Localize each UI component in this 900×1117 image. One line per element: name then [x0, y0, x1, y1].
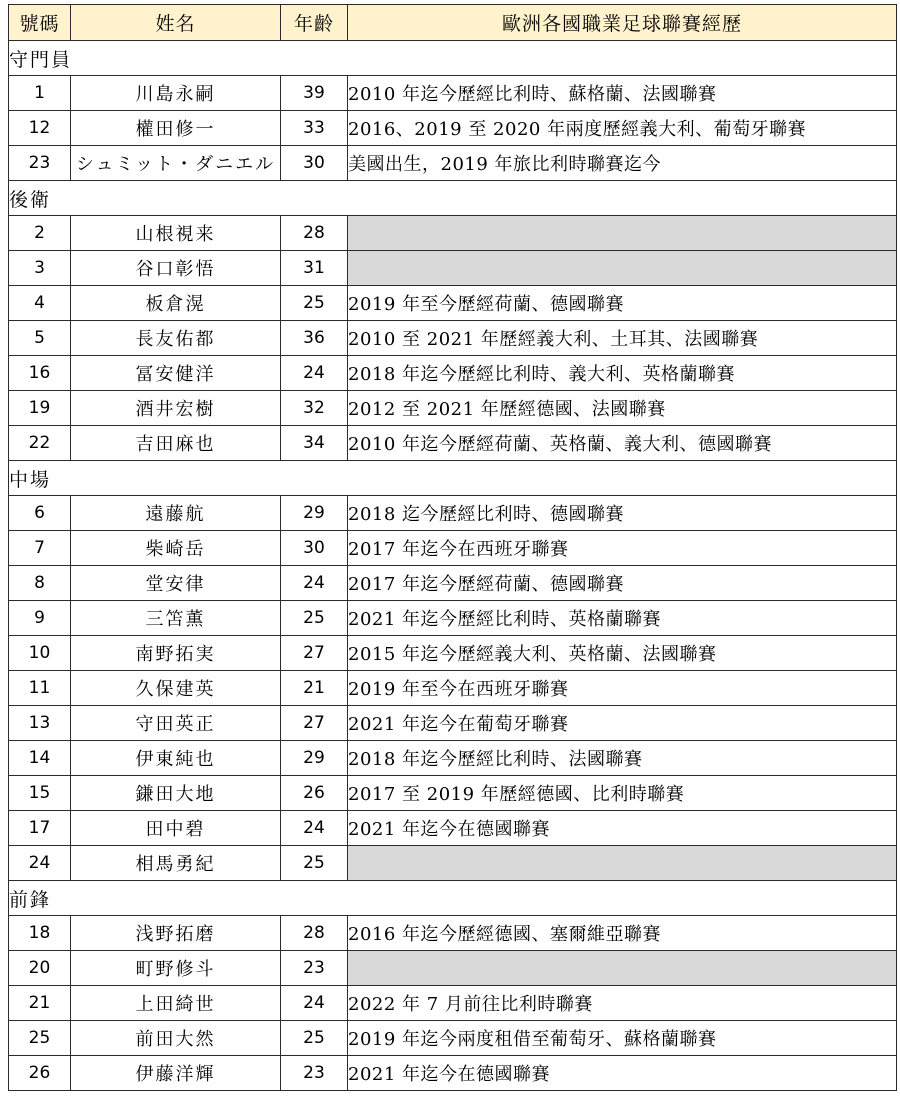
player-row — [9, 321, 897, 356]
player-number: 10 — [9, 636, 71, 671]
header-age: 年齡 — [281, 5, 348, 41]
section-row — [9, 461, 897, 496]
player-history: 2017 年迄今歷經荷蘭、德國聯賽 — [348, 566, 897, 601]
player-name: 守田英正 — [71, 706, 281, 741]
player-row — [9, 76, 897, 111]
player-row — [9, 251, 897, 286]
player-number: 8 — [9, 566, 71, 601]
player-history: 2010 年迄今歷經荷蘭、英格蘭、義大利、德國聯賽 — [348, 426, 897, 461]
player-name: 川島永嗣 — [71, 76, 281, 111]
player-age: 36 — [281, 321, 348, 356]
player-age: 23 — [281, 951, 348, 986]
player-number: 18 — [9, 916, 71, 951]
player-age: 29 — [281, 496, 348, 531]
player-number: 9 — [9, 601, 71, 636]
player-name: 前田大然 — [71, 1021, 281, 1056]
player-row — [9, 846, 897, 881]
player-row — [9, 916, 897, 951]
player-row — [9, 741, 897, 776]
player-number: 2 — [9, 216, 71, 251]
player-history: 2018 迄今歷經比利時、德國聯賽 — [348, 496, 897, 531]
player-age: 21 — [281, 671, 348, 706]
player-number: 1 — [9, 76, 71, 111]
player-age: 23 — [281, 1056, 348, 1091]
player-age: 25 — [281, 286, 348, 321]
player-number: 12 — [9, 111, 71, 146]
player-age: 25 — [281, 846, 348, 881]
player-row — [9, 216, 897, 251]
section-row — [9, 41, 897, 76]
player-name: 冨安健洋 — [71, 356, 281, 391]
player-name: 相馬勇紀 — [71, 846, 281, 881]
player-history: 2019 年迄今兩度租借至葡萄牙、蘇格蘭聯賽 — [348, 1021, 897, 1056]
player-age: 28 — [281, 916, 348, 951]
player-age: 30 — [281, 531, 348, 566]
player-history: 2016、2019 至 2020 年兩度歷經義大利、葡萄牙聯賽 — [348, 111, 897, 146]
player-age: 39 — [281, 76, 348, 111]
player-age: 27 — [281, 636, 348, 671]
player-age: 24 — [281, 811, 348, 846]
header-history: 歐洲各國職業足球聯賽經歷 — [348, 5, 897, 41]
player-age: 34 — [281, 426, 348, 461]
player-row — [9, 986, 897, 1021]
player-number: 16 — [9, 356, 71, 391]
player-name: 伊東純也 — [71, 741, 281, 776]
player-age: 25 — [281, 1021, 348, 1056]
player-number: 26 — [9, 1056, 71, 1091]
player-number: 24 — [9, 846, 71, 881]
player-history — [348, 216, 897, 251]
player-age: 24 — [281, 566, 348, 601]
player-age: 32 — [281, 391, 348, 426]
player-name: 久保建英 — [71, 671, 281, 706]
player-row — [9, 1056, 897, 1091]
player-age: 24 — [281, 986, 348, 1021]
section-row — [9, 881, 897, 916]
player-name: 酒井宏樹 — [71, 391, 281, 426]
section-title: 後衛 — [9, 181, 897, 216]
player-history: 2021 年迄今在德國聯賽 — [348, 811, 897, 846]
header-name: 姓名 — [71, 5, 281, 41]
player-name: 遠藤航 — [71, 496, 281, 531]
player-row — [9, 111, 897, 146]
section-row — [9, 181, 897, 216]
player-name: 堂安律 — [71, 566, 281, 601]
player-name: 浅野拓磨 — [71, 916, 281, 951]
player-number: 15 — [9, 776, 71, 811]
section-title: 前鋒 — [9, 881, 897, 916]
player-number: 21 — [9, 986, 71, 1021]
player-name: 吉田麻也 — [71, 426, 281, 461]
player-history: 2012 至 2021 年歷經德國、法國聯賽 — [348, 391, 897, 426]
player-name: 伊藤洋輝 — [71, 1056, 281, 1091]
player-name: 山根視来 — [71, 216, 281, 251]
section-title: 中場 — [9, 461, 897, 496]
player-age: 30 — [281, 146, 348, 181]
player-name: 鎌田大地 — [71, 776, 281, 811]
header-row — [9, 5, 897, 41]
player-history: 2021 年迄今在葡萄牙聯賽 — [348, 706, 897, 741]
player-number: 17 — [9, 811, 71, 846]
player-history: 2019 年至今歷經荷蘭、德國聯賽 — [348, 286, 897, 321]
player-age: 26 — [281, 776, 348, 811]
player-name: シュミット・ダニエル — [71, 146, 281, 181]
player-history: 美國出生，2019 年旅比利時聯賽迄今 — [348, 146, 897, 181]
player-row — [9, 426, 897, 461]
player-row — [9, 146, 897, 181]
player-history: 2015 年迄今歷經義大利、英格蘭、法國聯賽 — [348, 636, 897, 671]
player-number: 19 — [9, 391, 71, 426]
player-row — [9, 391, 897, 426]
player-row — [9, 531, 897, 566]
player-number: 4 — [9, 286, 71, 321]
player-name: 權田修一 — [71, 111, 281, 146]
header-number: 號碼 — [9, 5, 71, 41]
player-history: 2021 年迄今在德國聯賽 — [348, 1056, 897, 1091]
player-history: 2022 年 7 月前往比利時聯賽 — [348, 986, 897, 1021]
player-history: 2017 至 2019 年歷經德國、比利時聯賽 — [348, 776, 897, 811]
player-row — [9, 776, 897, 811]
player-number: 25 — [9, 1021, 71, 1056]
player-name: 長友佑都 — [71, 321, 281, 356]
player-name: 南野拓実 — [71, 636, 281, 671]
player-row — [9, 1021, 897, 1056]
player-age: 27 — [281, 706, 348, 741]
player-history: 2010 至 2021 年歷經義大利、土耳其、法國聯賽 — [348, 321, 897, 356]
player-number: 6 — [9, 496, 71, 531]
player-history: 2021 年迄今歷經比利時、英格蘭聯賽 — [348, 601, 897, 636]
player-row — [9, 356, 897, 391]
player-name: 谷口彰悟 — [71, 251, 281, 286]
player-row — [9, 671, 897, 706]
section-title: 守門員 — [9, 41, 897, 76]
player-row — [9, 566, 897, 601]
player-age: 24 — [281, 356, 348, 391]
player-history: 2018 年迄今歷經比利時、法國聯賽 — [348, 741, 897, 776]
player-row — [9, 496, 897, 531]
player-history: 2018 年迄今歷經比利時、義大利、英格蘭聯賽 — [348, 356, 897, 391]
player-history — [348, 951, 897, 986]
player-row — [9, 811, 897, 846]
player-age: 25 — [281, 601, 348, 636]
roster-table — [8, 4, 897, 1091]
player-name: 柴崎岳 — [71, 531, 281, 566]
player-name: 田中碧 — [71, 811, 281, 846]
player-number: 7 — [9, 531, 71, 566]
player-row — [9, 636, 897, 671]
player-number: 23 — [9, 146, 71, 181]
player-age: 33 — [281, 111, 348, 146]
player-history: 2017 年迄今在西班牙聯賽 — [348, 531, 897, 566]
roster-body — [9, 5, 897, 1091]
player-row — [9, 951, 897, 986]
player-history — [348, 251, 897, 286]
player-number: 14 — [9, 741, 71, 776]
player-age: 31 — [281, 251, 348, 286]
player-number: 13 — [9, 706, 71, 741]
player-name: 町野修斗 — [71, 951, 281, 986]
player-number: 11 — [9, 671, 71, 706]
player-number: 20 — [9, 951, 71, 986]
player-name: 板倉滉 — [71, 286, 281, 321]
player-name: 三笘薫 — [71, 601, 281, 636]
player-history — [348, 846, 897, 881]
player-history: 2019 年至今在西班牙聯賽 — [348, 671, 897, 706]
player-history: 2010 年迄今歷經比利時、蘇格蘭、法國聯賽 — [348, 76, 897, 111]
player-age: 28 — [281, 216, 348, 251]
player-age: 29 — [281, 741, 348, 776]
player-row — [9, 601, 897, 636]
player-row — [9, 286, 897, 321]
player-number: 22 — [9, 426, 71, 461]
player-number: 5 — [9, 321, 71, 356]
player-row — [9, 706, 897, 741]
player-name: 上田綺世 — [71, 986, 281, 1021]
player-number: 3 — [9, 251, 71, 286]
player-history: 2016 年迄今歷經德國、塞爾維亞聯賽 — [348, 916, 897, 951]
